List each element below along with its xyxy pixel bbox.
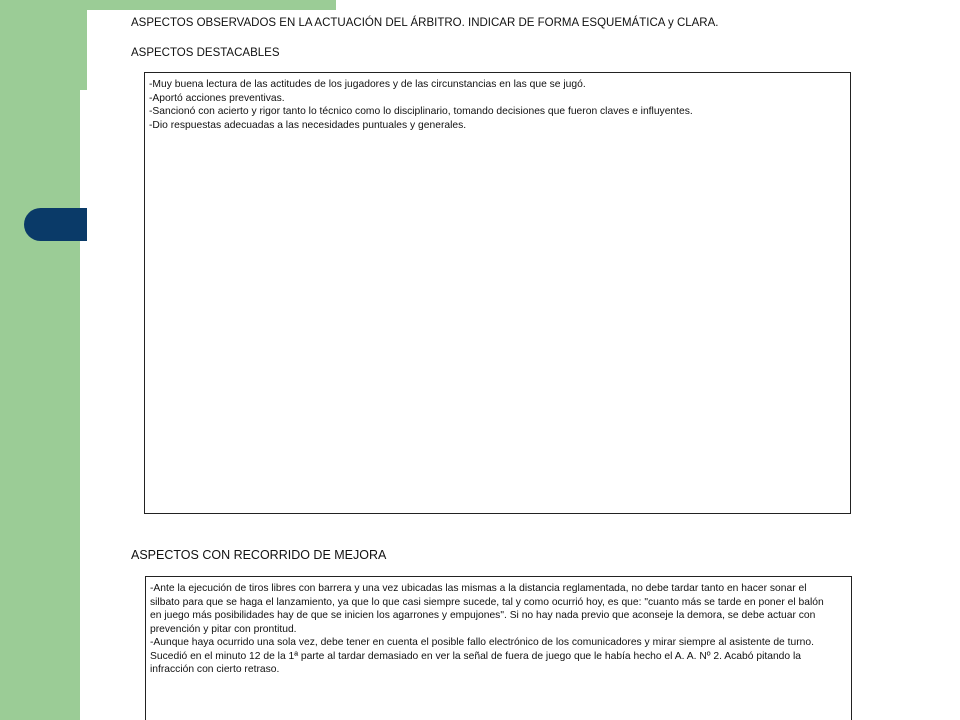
text-line: -Aportó acciones preventivas.: [149, 92, 285, 104]
green-band-edge: [80, 10, 87, 90]
section-heading-mejora: ASPECTOS CON RECORRIDO DE MEJORA: [131, 548, 387, 562]
text-line: -Aunque haya ocurrido una sola vez, debe tener en cuenta el posible fallo electrónico de los comunicadores y mirar siempre al asistente de turno.: [150, 637, 814, 648]
text-line: -Muy buena lectura de las actitudes de los jugadores y de las circunstancias en las que se jugó.: [149, 79, 586, 90]
text-line: silbato para que se haga el lanzamiento, ya que lo que casi siempre sucede, tal y como ocurrió hoy, es que: "cuanto más se tarde en poner el balón: [150, 596, 824, 608]
blue-tab-marker: [24, 208, 87, 241]
text-line: infracción con cierto retraso.: [150, 664, 280, 675]
sidebar-green-band: [0, 0, 80, 720]
top-green-band: [80, 0, 336, 10]
text-line: -Ante la ejecución de tiros libres con barrera y una vez ubicadas las mismas a la distancia reglamentada, no debe tardar tanto en hacer sonar el: [150, 583, 807, 594]
text-line: Sucedió en el minuto 12 de la 1ª parte al tardar demasiado en ver la señal de fuera de juego que le había hecho el A. A. Nº 2. Acabó pitando la: [150, 650, 802, 662]
text-line: -Dio respuestas adecuadas a las necesidades puntuales y generales.: [149, 119, 467, 131]
mejora-box: [145, 576, 852, 720]
form-title: ASPECTOS OBSERVADOS EN LA ACTUACIÓN DEL ÁRBITRO. INDICAR DE FORMA ESQUEMÁTICA y CLARA.: [131, 17, 719, 29]
section-heading-destacables: ASPECTOS DESTACABLES: [131, 47, 280, 59]
text-line: prevención y pitar con prontitud.: [150, 623, 297, 635]
destacables-box: [144, 72, 851, 514]
text-line: en juego más posibilidades hay de que se inicien los agarrones y empujones". Si no hay nada previo que aconseje la demora, se debe actuar con: [150, 610, 816, 621]
mejora-text: [150, 582, 845, 677]
destacables-text: [149, 78, 844, 132]
text-line: -Sancionó con acierto y rigor tanto lo técnico como lo disciplinario, tomando decisiones que fueron claves e influyentes.: [149, 106, 693, 117]
